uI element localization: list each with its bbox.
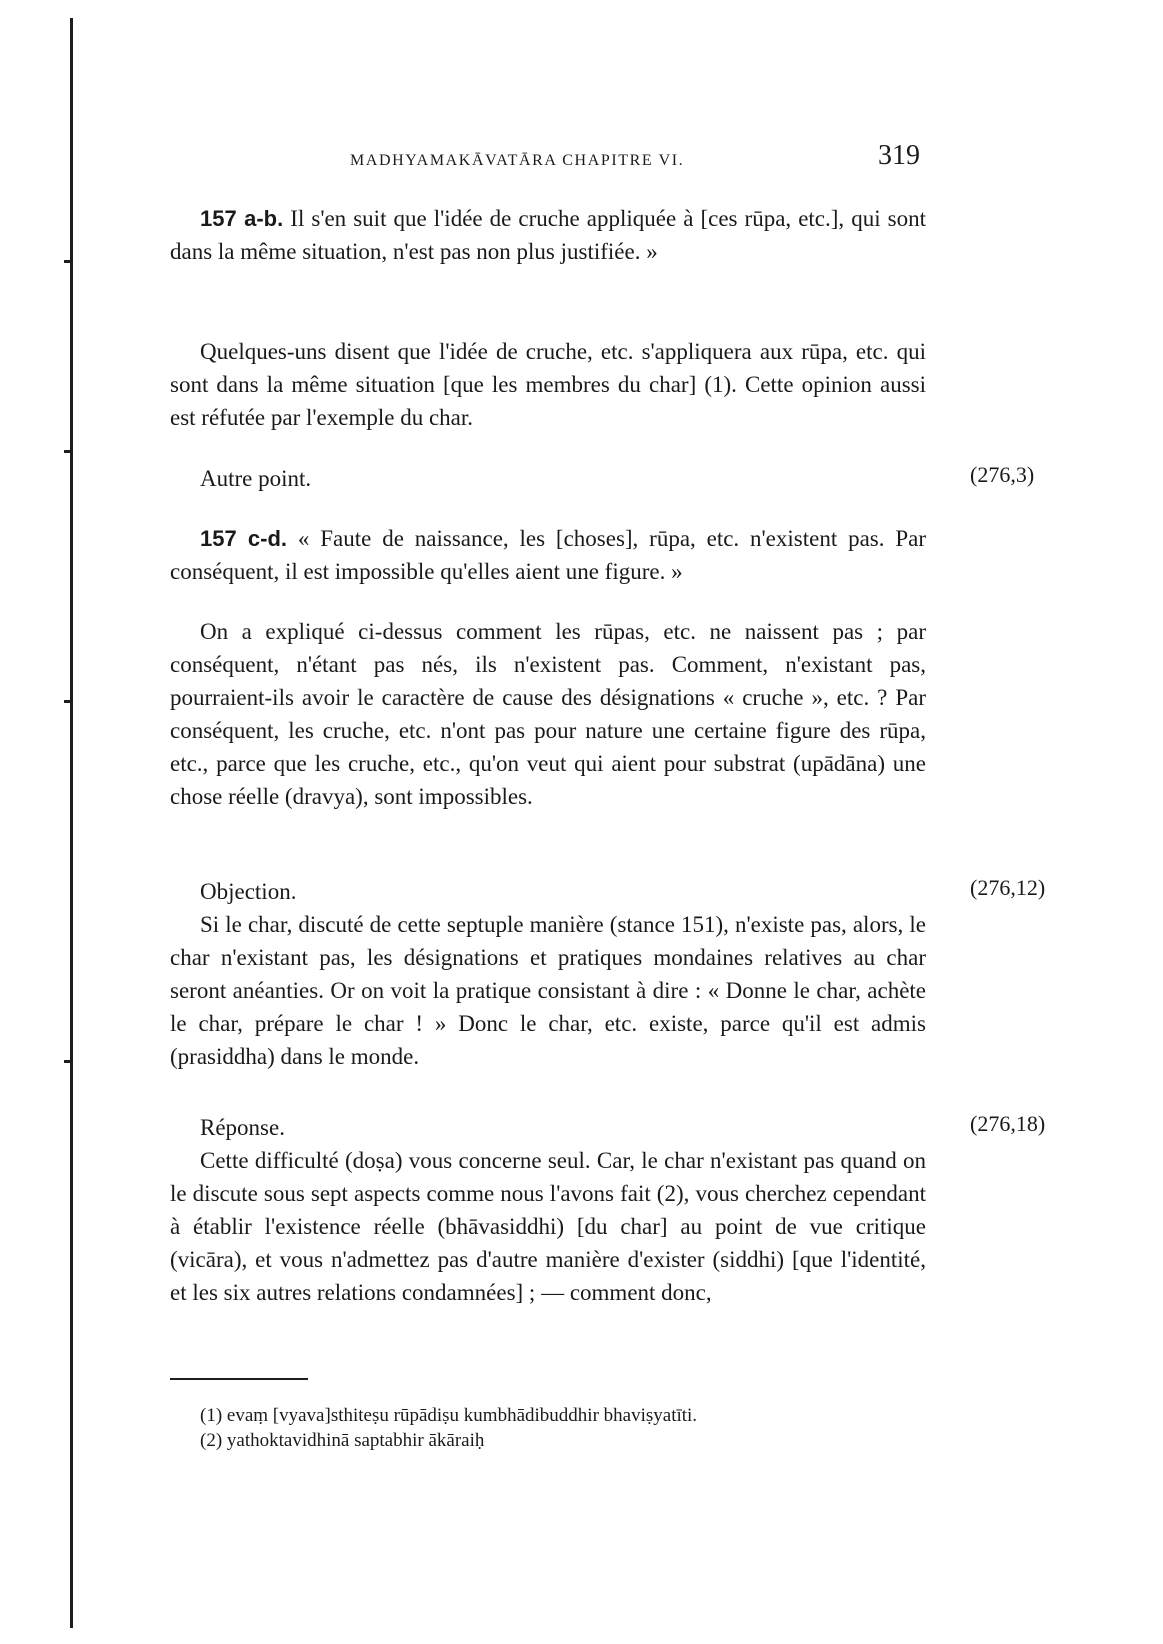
paragraph-text: Il s'en suit que l'idée de cruche appliquée à [ces rūpa, etc.], qui sont dans la même situation, n'est pas non plus justifiée. » (170, 206, 926, 264)
running-title: MADHYAMAKĀVATĀRA CHAPITRE VI. (350, 152, 685, 169)
paragraph-stanza-157ab (170, 202, 926, 268)
margin-reference: (276,18) (970, 1111, 1046, 1136)
binding-mark (64, 450, 72, 453)
binding-mark (64, 700, 72, 703)
paragraph-commentary-1 (170, 335, 926, 434)
binding-mark (64, 1060, 72, 1063)
book-page (170, 0, 1046, 1644)
paragraph-text: Quelques-uns disent que l'idée de cruche, etc. s'appliquera aux rūpa, etc. qui sont dans la même situation [que les membres du char] (1). Cette opinion aussi est réfutée par l'exemple du char. (170, 339, 926, 430)
paragraph-text: Si le char, discuté de cette septuple manière (stance 151), n'existe pas, alors, le char n'existant pas, les désignations et pratiques mondaines relatives au char seront anéanties. Or on voit la pratique consistant à dire : « Donne le char, achète le char, prépare le char ! » Donc le char, etc. existe, parce qu'il est admis (prasiddha) dans le monde. (170, 912, 926, 1069)
paragraph-objection (170, 875, 926, 1073)
paragraph-text: Autre point. (200, 466, 312, 491)
paragraph-reponse (170, 1111, 926, 1309)
paragraph-text: On a expliqué ci-dessus comment les rūpas, etc. ne naissent pas ; par conséquent, n'étant pas nés, ils n'existent pas. Comment, n'existant pas, pourraient-ils avoir le caractère de cause des désignations « cruche », etc. ? Par conséquent, les cruche, etc. n'ont pas pour nature une certaine figure des rūpa, etc., parce que les cruche, etc., qu'on veut qui aient pour substrat (upādāna) une chose réelle (dravya), sont impossibles. (170, 619, 926, 809)
section-label: Réponse. (200, 1115, 285, 1140)
section-label: Objection. (200, 879, 297, 904)
stanza-number: 157 a-b. (200, 206, 284, 231)
footnote-1: (1) evaṃ [vyava]sthiteṣu rūpādiṣu kumbhādibuddhir bhaviṣyatīti. (200, 1405, 698, 1426)
footnotes (200, 1403, 920, 1453)
paragraph-commentary-2 (170, 615, 926, 813)
running-head (170, 140, 930, 180)
paragraph-autre-point (170, 462, 926, 495)
paragraph-text: « Faute de naissance, les [choses], rūpa, etc. n'existent pas. Par conséquent, il est impossible qu'elles aient une figure. » (170, 526, 927, 584)
paragraph-stanza-157cd (170, 522, 926, 588)
margin-reference: (276,12) (970, 875, 1046, 900)
paragraph-text: Cette difficulté (doṣa) vous concerne seul. Car, le char n'existant pas quand on le discute sous sept aspects comme nous l'avons fait (2), vous cherchez cependant à établir l'existence réelle (bhāvasiddhi) [du char] au point de vue critique (vicāra), et vous n'admettez pas d'autre manière d'exister (siddhi) [que l'identité, et les six autres relations condamnées] ; — comment donc, (170, 1148, 926, 1305)
margin-reference: (276,3) (970, 462, 1035, 487)
footnote-2: (2) yathoktavidhinā saptabhir ākāraiḥ (200, 1430, 485, 1451)
page-number: 319 (878, 140, 920, 171)
binding-mark (64, 260, 72, 263)
stanza-number: 157 c-d. (200, 526, 288, 551)
footnote-rule (170, 1378, 308, 1380)
